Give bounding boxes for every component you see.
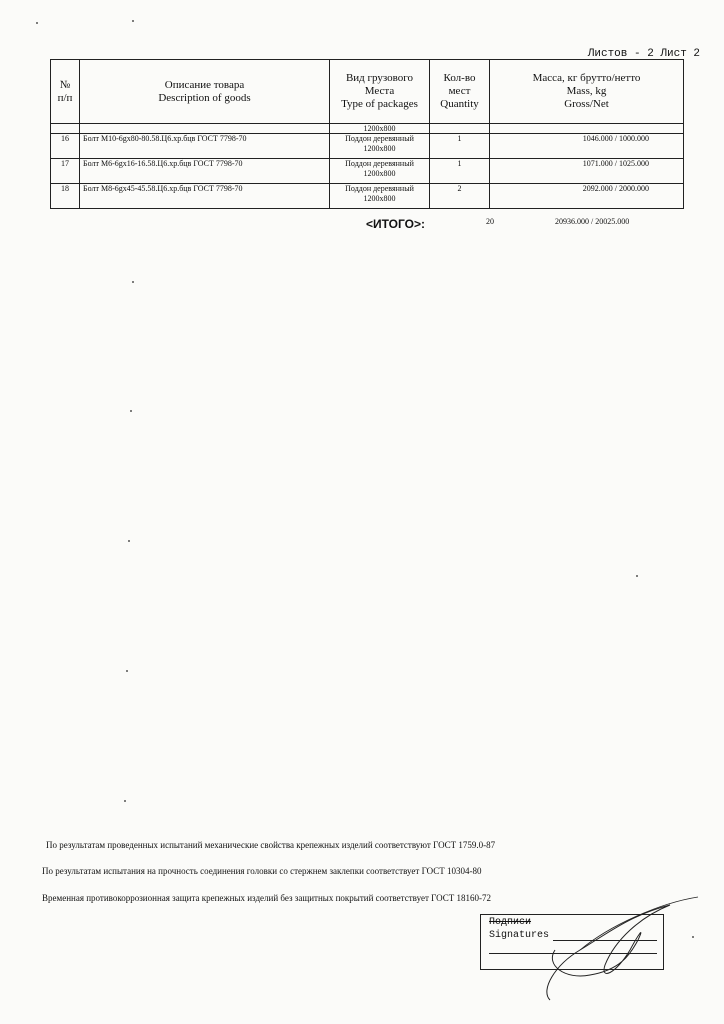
table-row bbox=[51, 134, 684, 159]
scan-speck bbox=[692, 936, 694, 938]
row-mass: 2092.000 / 2000.000 bbox=[490, 184, 684, 209]
row-description: Болт М8-6gх45-45.58.Ц6.хр.бцв ГОСТ 7798-70 bbox=[80, 184, 330, 209]
row-description: Болт М6-6gх16-16.58.Ц6.хр.бцв ГОСТ 7798-70 bbox=[80, 159, 330, 184]
scan-speck bbox=[636, 575, 638, 577]
scan-speck bbox=[128, 540, 130, 542]
row-mass: 1046.000 / 1000.000 bbox=[490, 134, 684, 159]
scan-speck bbox=[132, 20, 134, 22]
goods-table bbox=[50, 59, 684, 209]
signatures-label-ru: Подписи bbox=[489, 917, 532, 928]
col-header-description: Описание товара Description of goods bbox=[80, 60, 330, 124]
row-quantity: 2 bbox=[430, 184, 490, 209]
scan-speck bbox=[36, 22, 38, 24]
scan-speck bbox=[124, 800, 126, 802]
row-description: Болт М10-6gх80-80.58.Ц6.хр.бцв ГОСТ 7798-70 bbox=[80, 134, 330, 159]
col-header-quantity: Кол-во мест Quantity bbox=[430, 60, 490, 124]
scan-speck bbox=[132, 281, 134, 283]
row-number: 17 bbox=[51, 159, 80, 184]
col-header-mass: Масса, кг брутто/нетто Mass, kg Gross/Net bbox=[490, 60, 684, 124]
row-mass: 1071.000 / 1025.000 bbox=[490, 159, 684, 184]
row-number: 16 bbox=[51, 134, 80, 159]
table-row-continuation bbox=[51, 124, 684, 134]
signature-scribble bbox=[520, 895, 700, 1005]
row-package: Поддон деревянный 1200x800 bbox=[330, 159, 430, 184]
row-quantity: 1 bbox=[430, 134, 490, 159]
totals-quantity: 20 bbox=[486, 217, 494, 226]
totals-label: <ИТОГО>: bbox=[366, 217, 425, 231]
scan-speck bbox=[130, 410, 132, 412]
col-header-num: № п/п bbox=[51, 60, 80, 124]
package-cell: 1200x800 bbox=[330, 124, 430, 134]
table-header-row bbox=[51, 60, 684, 124]
row-quantity: 1 bbox=[430, 159, 490, 184]
row-package: Поддон деревянный 1200x800 bbox=[330, 134, 430, 159]
statement-strength: По результатам испытания на прочность соединения головки со стержнем заклепки соответствует ГОСТ 10304-80 bbox=[42, 866, 482, 876]
totals-mass: 20936.000 / 20025.000 bbox=[555, 217, 630, 226]
table-row bbox=[51, 184, 684, 209]
row-package: Поддон деревянный 1200x800 bbox=[330, 184, 430, 209]
sheet-counter: Листов - 2 Лист 2 bbox=[587, 48, 700, 60]
statement-mechanical: По результатам проведенных испытаний механические свойства крепежных изделий соответствуют ГОСТ 1759.0-87 bbox=[46, 840, 496, 850]
signatures-label-en: Signatures bbox=[489, 930, 550, 941]
statement-corrosion: Временная противокоррозионная защита крепежных изделий без защитных покрытий соответствует ГОСТ 18160-72 bbox=[42, 893, 491, 903]
col-header-package: Вид грузового Места Type of packages bbox=[330, 60, 430, 124]
table-row bbox=[51, 159, 684, 184]
scan-speck bbox=[126, 670, 128, 672]
row-number: 18 bbox=[51, 184, 80, 209]
